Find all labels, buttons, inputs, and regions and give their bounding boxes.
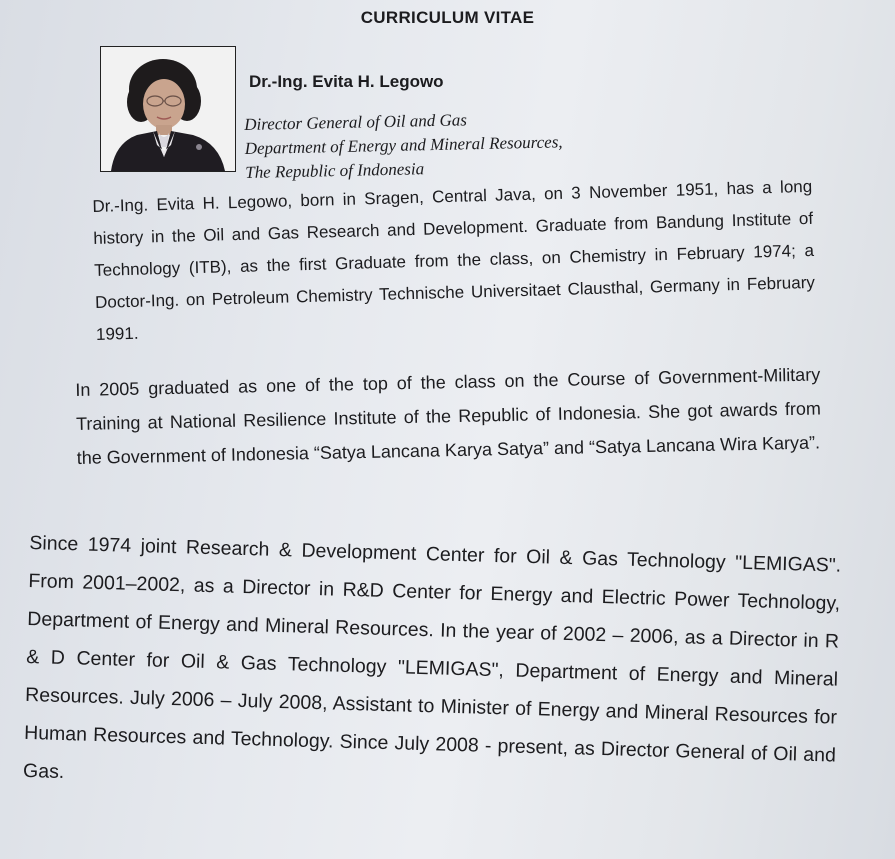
portrait-icon (101, 47, 235, 171)
position-block (244, 106, 563, 185)
position-line: The Republic of Indonesia (245, 159, 425, 182)
position-line: Department of Energy and Mineral Resources, (244, 132, 563, 158)
portrait-photo (100, 46, 236, 172)
position-line: Director General of Oil and Gas (244, 110, 468, 134)
paragraph-training-awards: In 2005 graduated as one of the top of the class on the Course of Government-Military Training at National Resilience Institute of the Republic of Indonesia. She got awards from the Government of Indonesia “Satya Lancana Karya Satya” and “Satya Lancana Wira Karya”. (75, 364, 822, 468)
document-title: CURRICULUM VITAE (360, 8, 535, 27)
person-name: Dr.-Ing. Evita H. Legowo (249, 72, 444, 91)
paragraph-biography: Dr.-Ing. Evita H. Legowo, born in Sragen, Central Java, on 3 November 1951, has a long history in the Oil and Gas Research and Development. Graduate from Bandung Institute of Technology (ITB), as the first Graduate from the class, on Chemistry in February 1974; a Doctor-Ing. on Petroleum Chemistry Technische Universitaet Clausthal, Germany in February 1991. (92, 176, 816, 344)
paragraph-career: Since 1974 joint Research & Development Center for Oil & Gas Technology "LEMIGAS". From 2001–2002, as a Director in R&D Center for Energy and Electric Power Technology, Department of Energy and Mineral Resources. In the year of 2002 – 2006, as a Director in R & D Center for Oil & Gas Technology "LEMIGAS", Department of Energy and Mineral Resources. July 2006 – July 2008, Assistant to Minister of Energy and Mineral Resources for Human Resources and Technology. Since July 2008 - present, as Director General of Oil and Gas. (22, 531, 842, 784)
